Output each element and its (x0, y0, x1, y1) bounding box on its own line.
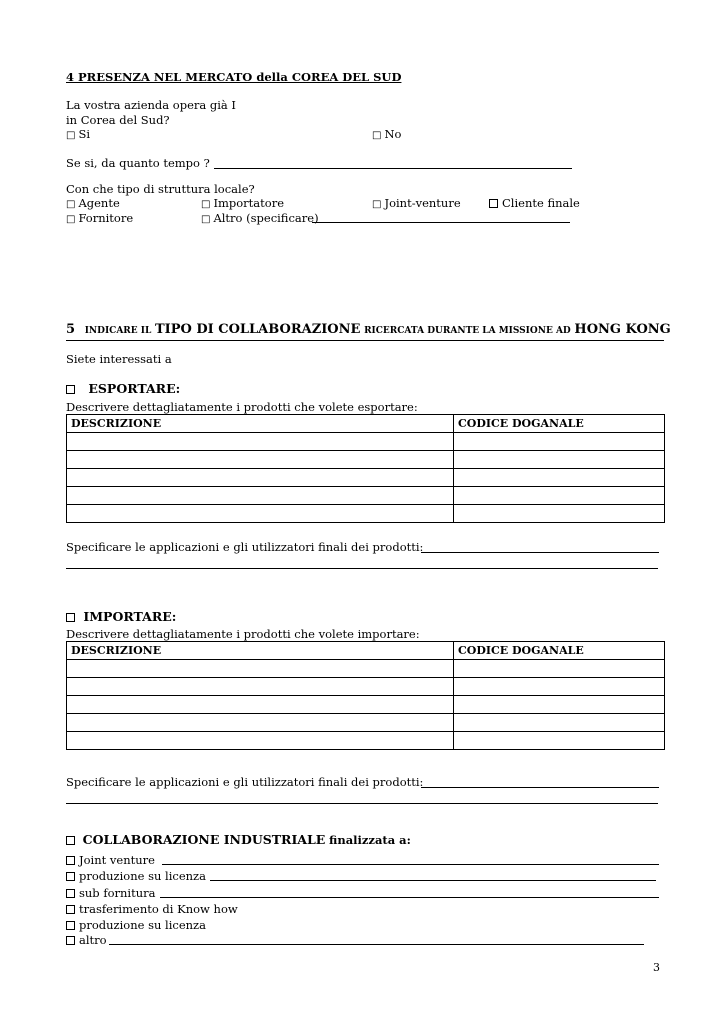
column-header-customs-code: CODICE DOGANALE (454, 642, 665, 660)
question-operates-line1: La vostra azienda opera già I (66, 98, 236, 112)
checkbox-glyph-icon: □ (66, 199, 76, 210)
option-si[interactable] (66, 127, 90, 141)
section-5-number: 5 (66, 322, 76, 337)
checkbox-glyph-icon: □ (66, 130, 76, 141)
description-cell[interactable] (67, 469, 454, 487)
option-agente-label: Agente (78, 196, 120, 210)
collab-item-label: trasferimento di Know how (79, 902, 238, 916)
column-header-customs-code: CODICE DOGANALE (454, 415, 665, 433)
collab-item-label: produzione su licenza (79, 918, 206, 932)
table-row (67, 678, 665, 696)
collab-item-field[interactable] (160, 897, 659, 898)
import-applications-label: Specificare le applicazioni e gli utilizzatori finali dei prodotti: (66, 775, 424, 789)
table-row (67, 732, 665, 750)
checkbox-icon (66, 836, 75, 845)
table-row (67, 714, 665, 732)
import-products-table (66, 641, 665, 750)
option-importatore[interactable] (201, 196, 284, 210)
altro-specify-field[interactable] (312, 222, 570, 223)
checkbox-icon (66, 936, 75, 945)
code-cell[interactable] (454, 714, 665, 732)
checkbox-icon (66, 613, 75, 622)
option-cliente-finale-label: Cliente finale (502, 196, 580, 210)
collab-item[interactable] (66, 902, 238, 916)
description-cell[interactable] (67, 451, 454, 469)
code-cell[interactable] (454, 487, 665, 505)
collab-title: COLLABORAZIONE INDUSTRIALE (82, 832, 326, 847)
section-4-heading: 4 PRESENZA NEL MERCATO della COREA DEL SUD (66, 70, 402, 84)
table-row (67, 696, 665, 714)
table-row (67, 505, 665, 523)
import-applications-field[interactable] (421, 787, 659, 788)
section-5-heading-part1: INDICARE IL (84, 326, 152, 336)
checkbox-icon (66, 905, 75, 914)
table-row (67, 660, 665, 678)
collab-item-label: sub fornitura (79, 886, 156, 900)
description-cell[interactable] (67, 505, 454, 523)
section-5-heading-part3: RICERCATA DURANTE LA MISSIONE AD (364, 326, 571, 336)
column-header-description: DESCRIZIONE (67, 642, 454, 660)
section-5-underline (66, 340, 664, 341)
description-cell[interactable] (67, 487, 454, 505)
export-applications-field[interactable] (421, 552, 659, 553)
option-no-label: No (384, 127, 402, 141)
export-applications-label: Specificare le applicazioni e gli utilizzatori finali dei prodotti: (66, 540, 424, 554)
section-5-heading-part4: HONG KONG (574, 322, 671, 337)
structure-question: Con che tipo di struttura locale? (66, 182, 255, 196)
option-joint-venture-label: Joint-venture (384, 196, 461, 210)
import-option[interactable] (66, 609, 176, 624)
checkbox-icon (66, 872, 75, 881)
table-header-row (67, 642, 665, 660)
option-fornitore-label: Fornitore (78, 211, 134, 225)
collab-item[interactable] (66, 853, 155, 867)
collab-option[interactable] (66, 832, 411, 847)
checkbox-icon (66, 856, 75, 865)
checkbox-icon (66, 921, 75, 930)
export-title: ESPORTARE: (88, 381, 181, 396)
option-cliente-finale[interactable] (489, 196, 580, 210)
code-cell[interactable] (454, 451, 665, 469)
code-cell[interactable] (454, 433, 665, 451)
code-cell[interactable] (454, 505, 665, 523)
page-number: 3 (653, 961, 660, 974)
description-cell[interactable] (67, 678, 454, 696)
since-when-label: Se si, da quanto tempo ? (66, 156, 210, 170)
checkbox-icon (66, 385, 75, 394)
import-description-label: Descrivere dettagliatamente i prodotti che volete importare: (66, 627, 420, 641)
code-cell[interactable] (454, 678, 665, 696)
collab-item[interactable] (66, 918, 206, 932)
collab-item[interactable] (66, 933, 107, 947)
option-joint-venture[interactable] (372, 196, 461, 210)
question-operates-line2: in Corea del Sud? (66, 113, 170, 127)
checkbox-icon (489, 199, 498, 208)
since-when-field[interactable] (214, 168, 572, 169)
option-si-label: Si (78, 127, 91, 141)
code-cell[interactable] (454, 732, 665, 750)
collab-item-label: Joint venture (79, 853, 155, 867)
option-altro-label: Altro (specificare) (213, 211, 319, 225)
import-title: IMPORTARE: (83, 609, 177, 624)
description-cell[interactable] (67, 732, 454, 750)
checkbox-glyph-icon: □ (66, 214, 76, 225)
export-option[interactable] (66, 381, 180, 396)
description-cell[interactable] (67, 696, 454, 714)
collab-item-label: produzione su licenza (79, 869, 206, 883)
checkbox-glyph-icon: □ (372, 130, 382, 141)
option-agente[interactable] (66, 196, 120, 210)
table-row (67, 487, 665, 505)
description-cell[interactable] (67, 433, 454, 451)
checkbox-glyph-icon: □ (201, 214, 211, 225)
export-products-table (66, 414, 665, 523)
section-5-heading-part2: TIPO DI COLLABORAZIONE (154, 322, 361, 337)
collab-item-field[interactable] (162, 864, 659, 865)
table-row (67, 433, 665, 451)
interest-intro: Siete interessati a (66, 352, 172, 366)
export-description-label: Descrivere dettagliatamente i prodotti che volete esportare: (66, 400, 418, 414)
column-header-description: DESCRIZIONE (67, 415, 454, 433)
checkbox-glyph-icon: □ (372, 199, 382, 210)
checkbox-icon (66, 889, 75, 898)
collab-item-label: altro (79, 933, 107, 947)
option-importatore-label: Importatore (213, 196, 285, 210)
table-row (67, 451, 665, 469)
option-altro[interactable] (201, 211, 319, 225)
code-cell[interactable] (454, 660, 665, 678)
table-row (67, 469, 665, 487)
table-header-row (67, 415, 665, 433)
collab-item-field[interactable] (109, 944, 644, 945)
option-fornitore[interactable] (66, 211, 133, 225)
collab-item-field[interactable] (210, 880, 656, 881)
checkbox-glyph-icon: □ (201, 199, 211, 210)
collab-item[interactable] (66, 869, 206, 883)
section-5-heading (66, 322, 671, 337)
description-cell[interactable] (67, 660, 454, 678)
description-cell[interactable] (67, 714, 454, 732)
collab-suffix: finalizzata a: (328, 833, 411, 847)
code-cell[interactable] (454, 696, 665, 714)
export-applications-field-2[interactable] (66, 568, 658, 569)
code-cell[interactable] (454, 469, 665, 487)
import-applications-field-2[interactable] (66, 803, 658, 804)
option-no[interactable] (372, 127, 401, 141)
collab-item[interactable] (66, 886, 155, 900)
